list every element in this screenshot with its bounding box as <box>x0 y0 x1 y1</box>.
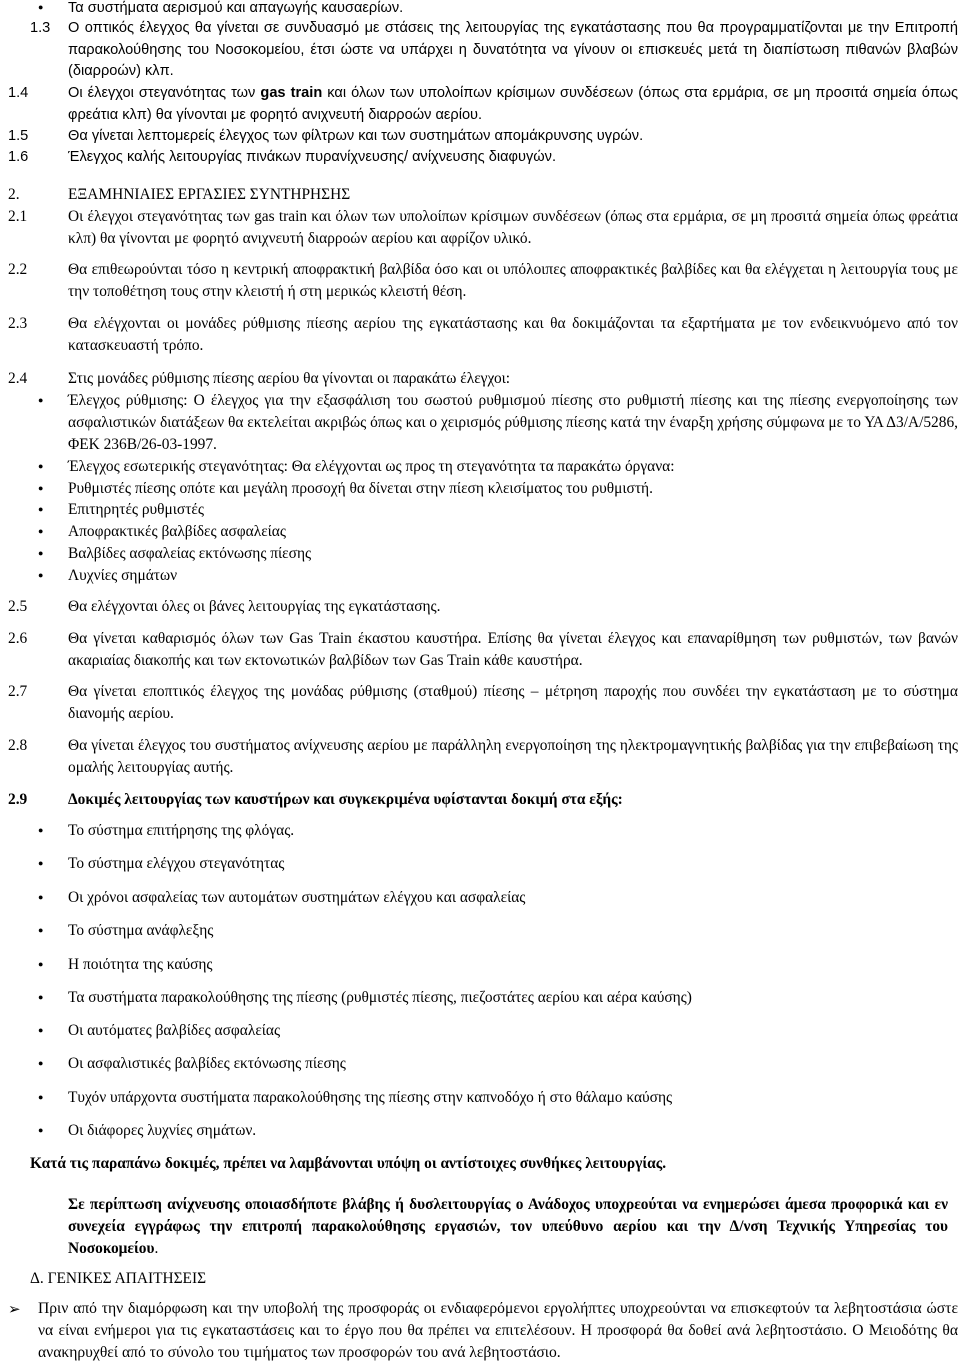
bullet-icon <box>38 456 58 479</box>
bullet-icon <box>38 1053 58 1076</box>
paragraph: Οι έλεγχοι στεγανότητας των gas train και όλων των υπολοίπων κρίσιμων συνδέσεων (όπως στα ερμάρια, σε μη προσιτά σημεία όπως φρεάτια κλπ) θα γίνονται με φορητό ανιχνευτή διαρροών αερίου και αφρίζον υλικό. <box>68 208 958 247</box>
paragraph: Στις μονάδες ρύθμισης πίεσης αερίου θα γίνονται οι παρακάτω έλεγχοι: <box>68 370 511 387</box>
section-2-5 <box>8 596 958 618</box>
bullet-icon <box>38 954 58 977</box>
bullet-icon <box>38 820 58 843</box>
section-number: 1.3 <box>30 20 51 36</box>
section-number: 1.6 <box>8 149 29 165</box>
paragraph: Οι έλεγχοι στεγανότητας των gas train και όλων των υπολοίπων κρίσιμων συνδέσεων (όπως στα ερμάρια, σε μη προσιτά σημεία όπως φρεάτια κλπ) θα γίνονται με φορητό ανιχνευτή διαρροών αερίου. <box>68 85 958 123</box>
bullet-icon <box>38 499 58 522</box>
bullet-icon <box>38 1087 58 1110</box>
arrow-bullet-icon: ➢ <box>8 1300 21 1318</box>
section-number: 2.7 <box>8 683 28 700</box>
section-number: 2.3 <box>8 315 28 332</box>
bullet-icon <box>38 478 58 501</box>
bullet-icon <box>38 1120 58 1143</box>
section-2-heading <box>8 184 958 206</box>
section-number: 1.5 <box>8 128 29 144</box>
paragraph: Θα γίνεται εποπτικός έλεγχος της μονάδας ρύθμισης (σταθμού) πίεσης – μέτρηση παροχής που συνδέει την εγκατάσταση με το σύστημα διανομής αερίου. <box>68 683 958 722</box>
section-2-7 <box>8 681 958 725</box>
section-2-1 <box>8 206 958 250</box>
section-number: 2.4 <box>8 370 28 387</box>
paragraph: Έλεγχος καλής λειτουργίας πινάκων πυρανίχνευσης/ ανίχνευσης διαφυγών. <box>68 149 557 165</box>
section-number: 2.9 <box>8 791 28 808</box>
section-1-4 <box>8 83 958 126</box>
section-number: 2.1 <box>8 208 28 225</box>
bullet-icon <box>38 887 58 910</box>
section-d-heading: Δ. ΓΕΝΙΚΕΣ ΑΠΑΙΤΗΣΕΙΣ <box>30 1270 207 1287</box>
section-1-3 <box>8 18 958 83</box>
section-number: 2.6 <box>8 630 28 647</box>
section-1-6 <box>8 147 958 169</box>
bullet-icon <box>38 1020 58 1043</box>
bullet-icon <box>38 853 58 876</box>
section-2-8 <box>8 735 958 779</box>
section-2-3 <box>8 313 958 357</box>
bullet-icon <box>38 987 58 1010</box>
paragraph: Θα ελέγχονται οι μονάδες ρύθμισης πίεσης αερίου της εγκατάστασης και θα δοκιμάζονται τα εξαρτήματα με τον ενδεικνυόμενο από τον κατασκευαστή τρόπο. <box>68 315 958 354</box>
section-number: 1.4 <box>8 85 29 101</box>
bullet-icon <box>38 390 58 413</box>
bullet-icon <box>38 521 58 544</box>
paragraph: Θα ελέγχονται όλες οι βάνες λειτουργίας της εγκατάστασης. <box>68 598 441 615</box>
section-2-6 <box>8 628 958 672</box>
document-page: ● Τα συστήματα αερισμού και απαγωγής καυσαερίων. 1.3 Ο οπτικός έλεγχος θα γίνεται σε συνδυασμό με στάσεις της λειτουργίας της εγκατάστασης που θα προγραμματίζονται με την Επιτροπή παρακολούθησης του Νοσοκομείου, έτσι ώστε να υπάρχει η δυνατότητα να γίνουν οι επισκευές μετά τη διαπίστωση πιθανών βλαβών (διαρροών) κλπ. 1.4 Οι έλεγχοι στεγανότητας των gas train και όλων των υπολοίπων κρίσιμων συνδέσεων (όπως στα ερμάρια, σε μη προσιτά σημεία όπως φρεάτια κλπ) θα γίνονται με φορητό ανιχνευτή διαρροών αερίου. 1.5 Θα γίνεται λεπτομερείς έλεγχος των φίλτρων και των συστημάτων απομάκρυνσης υγρών. 1.6 Έλεγχος καλής λειτουργίας πινάκων πυρανίχνευσης/ ανίχνευσης διαφυγών. 2. ΕΞΑΜΗΝΙΑΙΕΣ ΕΡΓΑΣΙΕΣ ΣΥΝΤΗΡΗΣΗΣ 2.1 Οι έλεγχοι στεγανότητας των gas train και όλων των υπολοίπων κρίσιμων συνδέσεων (όπως στα ερμάρια, σε μη προσιτά σημεία όπως φρεάτια κλπ) θα γίνονται με φορητό ανιχνευτή διαρροών αερίου και αφρίζον υλικό. 2.2 Θα επιθεωρούνται τόσο η κεντρική αποφρακτική βαλβίδα όσο και οι υπόλοιπες αποφρακτικές βαλβίδες και θα ελέγχεται η λειτουργία τους με την τοποθέτηση τους στην κλειστή ή στη μερικώς κλειστή θέση. 2.3 Θα ελέγχονται οι μονάδες ρύθμισης πίεσης αερίου της εγκατάστασης και θα δοκιμάζονται τα εξαρτήματα με τον ενδεικνυόμενο από τον κατασκευαστή τρόπο. 2.4 Στις μονάδες ρύθμισης πίεσης αερίου θα γίνονται οι παρακάτω έλεγχοι: ● Έλεγχος ρύθμισης: Ο έλεγχος για την εξασφάλιση του σωστού ρυθμισμού πίεσης στο ρυθμιστή πίεσης και της πίεσης ενεργοποίησης των ασφαλιστικών διατάξεων θα εκτελείται ακριβώς όπως και ο χειρισμός ρύθμισης πίεσης κατά την έναρξη χρήσης σύμφωνα με το ΥΑ Δ3/Α/5286, ΦΕΚ 236Β/26-03-1997. ● Έλεγχος εσωτερικής στεγανότητας: Θα ελέγχονται ως προς τη στεγανότητα τα παρακάτω όργανα: ● Ρυθμιστές πίεσης οπότε και μεγάλη προσοχή θα δίνεται στην πίεση κλεισίματος του ρυθμιστή. ● Επιτηρητές ρυθμιστές ● Αποφρακτικές βαλβίδες ασφαλείας ● Βαλβίδες ασφαλείας εκτόνωσης πίεσης ● Λυχνίες σημάτων 2.5 Θα ελέγχονται όλες οι βάνες λειτουργίας της εγκατάστασης. 2.6 Θα γίνεται καθαρισμός όλων των Gas Train έκαστου καυστήρα. Επίσης θα γίνεται έλεγχος και επαναρίθμηση των ρυθμιστών, των βανών ακαριαίας διακοπής και των εκτονωτικών βαλβίδων των Gas Train κάθε καυστήρα. 2.7 Θα γίνεται εποπτικός έλεγχος της μονάδας ρύθμισης (σταθμού) πίεσης – μέτρηση παροχής που συνδέει την εγκατάσταση με το σύστημα διανομής αερίου. 2.8 Θα γίνεται έλεγχος του συστήματος ανίχνευσης αερίου με παράλληλη ενεργοποίηση της ηλεκτρομαγνητικής βαλβίδας για την επιβεβαίωση της ομαλής λειτουργίας αυτής. 2.9 Δοκιμές λειτουργίας των καυστήρων και συγκεκριμένα υφίστανται δοκιμή στα εξής: ● Το σύστημα επιτήρησης της φλόγας. ● Το σύστημα ελέγχου στεγανότητας ● Οι χρόνοι ασφαλείας των αυτομάτων συστημάτων ελέγχου και ασφαλείας ● Το σύστημα ανάφλεξης ● Η ποιότητα της καύσης ● Τα συστήματα παρακολούθησης της πίεσης (ρυθμιστές πίεσης, πιεζοστάτες αερίου και αέρα καύσης) ● Οι αυτόματες βαλβίδες ασφαλείας ● Οι ασφαλιστικές βαλβίδες εκτόνωσης πίεσης ● Τυχόν υπάρχοντα συστήματα παρακολούθησης της πίεσης στην καπνοδόχο ή στο θάλαμο καύσης ● Οι διάφορες λυχνίες σημάτων. Κατά τις παραπάνω δοκιμές, πρέπει να λαμβάνονται υπόψη οι αντίστοιχες συνθήκες λειτουργίας. Σε περίπτωση ανίχνευσης οποιασδήποτε βλάβης ή δυσλειτουργίας ο Ανάδοχος υποχρεούται να ενημερώσει άμεσα προφορικά και εν συνεχεία εγγράφως την επιτροπή παρακολούθησης εργασιών, τον υπεύθυνο αερίου και την Δ/νση Τεχνικής Υπηρεσίας του Νοσοκομείου. Δ. ΓΕΝΙΚΕΣ ΑΠΑΙΤΗΣΕΙΣ ➢ Πριν από την διαμόρφωση και την υποβολή της προσφοράς οι ενδιαφερόμενοι εργολήπτες υποχρεούνται να επισκεφτούν τα λεβητοστάσια ώστε να είναι ενήμεροι για τις εγκαταστάσεις και το έργο που θα πρέπει να επιτελέσουν. Η προσφορά θα δοθεί ανά λεβητοστάσιο. Ο Μειοδότης θα ανακηρυχθεί από το σύνολο του τιμήματος των προσφορών του ανά λεβητοστάσιο. <box>0 0 960 1363</box>
section-number: 2.5 <box>8 598 28 615</box>
note-conditions: Κατά τις παραπάνω δοκιμές, πρέπει να λαμβάνονται υπόψη οι αντίστοιχες συνθήκες λειτουργίας. <box>30 1155 667 1172</box>
section-number: 2.8 <box>8 737 28 754</box>
paragraph: Ο οπτικός έλεγχος θα γίνεται σε συνδυασμό με στάσεις της λειτουργίας της εγκατάστασης που θα προγραμματίζονται με την Επιτροπή παρακολούθησης του Νοσοκομείου, έτσι ώστε να υπάρχει η δυνατότητα να γίνουν οι επισκευές μετά τη διαπίστωση πιθανών βλαβών (διαρροών) κλπ. <box>68 20 958 79</box>
section-2-4 <box>8 368 958 390</box>
section-2-2 <box>8 259 958 303</box>
paragraph: Θα γίνεται έλεγχος του συστήματος ανίχνευσης αερίου με παράλληλη ενεργοποίηση της ηλεκτρομαγνητικής βαλβίδας για την επιβεβαίωση της ομαλής λειτουργίας αυτής. <box>68 737 958 776</box>
section-title: ΕΞΑΜΗΝΙΑΙΕΣ ΕΡΓΑΣΙΕΣ ΣΥΝΤΗΡΗΣΗΣ <box>68 186 351 203</box>
section-number: 2. <box>8 186 20 203</box>
bullet-icon <box>38 565 58 588</box>
paragraph: Θα γίνεται λεπτομερείς έλεγχος των φίλτρων και των συστημάτων απομάκρυνσης υγρών. <box>68 128 644 144</box>
bullet-icon <box>38 543 58 566</box>
section-number: 2.2 <box>8 261 28 278</box>
bullet-icon <box>38 920 58 943</box>
paragraph: Θα επιθεωρούνται τόσο η κεντρική αποφρακτική βαλβίδα όσο και οι υπόλοιπες αποφρακτικές βαλβίδες και θα ελέγχεται η λειτουργία τους με την τοποθέτηση τους στην κλειστή ή στη μερικώς κλειστή θέση. <box>68 261 958 300</box>
section-d-paragraph: Πριν από την διαμόρφωση και την υποβολή της προσφοράς οι ενδιαφερόμενοι εργολήπτες υποχρεούνται να επισκεφτούν τα λεβητοστάσια ώστε να είναι ενήμεροι για τις εγκαταστάσεις και το έργο που θα πρέπει να επιτελέσουν. Η προσφορά θα δοθεί ανά λεβητοστάσιο. Ο Μειοδότης θα ανακηρυχθεί από το σύνολο του τιμήματος των προσφορών του ανά λεβητοστάσιο. <box>38 1300 958 1361</box>
section-title: Δοκιμές λειτουργίας των καυστήρων και συγκεκριμένα υφίστανται δοκιμή στα εξής: <box>68 791 623 808</box>
paragraph: Θα γίνεται καθαρισμός όλων των Gas Train έκαστου καυστήρα. Επίσης θα γίνεται έλεγχος και επαναρίθμηση των ρυθμιστών, των βανών ακαριαίας διακοπής και των εκτονωτικών βαλβίδων των Gas Train κάθε καυστήρα. <box>68 630 958 669</box>
note-fault-report: Σε περίπτωση ανίχνευσης οποιασδήποτε βλάβης ή δυσλειτουργίας ο Ανάδοχος υποχρεούται να ενημερώσει άμεσα προφορικά και εν συνεχεία εγγράφως την επιτροπή παρακολούθησης εργασιών, τον υπεύθυνο αερίου και την Δ/νση Τεχνικής Υπηρεσίας του Νοσοκομείου. <box>68 1196 948 1257</box>
section-1-5 <box>8 126 958 148</box>
section-2-9 <box>8 789 958 811</box>
